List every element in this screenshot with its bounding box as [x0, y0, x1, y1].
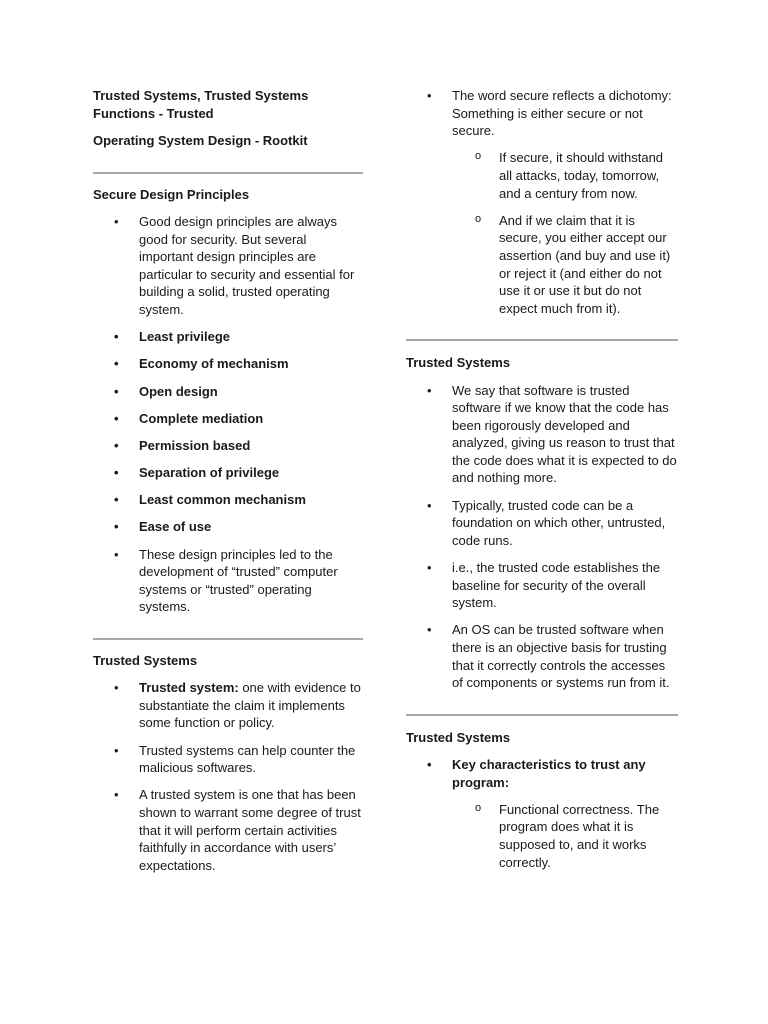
document-subtitle: Operating System Design - Rootkit — [93, 133, 308, 149]
list-item: • Trusted system: one with evidence to substantiate the claim it implements some function or policy. — [93, 679, 363, 732]
list-item: • These design principles led to the development of “trusted” computer systems or “trusted” operating systems. — [93, 546, 363, 616]
list-item: • Key characteristics to trust any program: o Functional correctness. The program does what it is supposed to, and it works correctly. — [406, 756, 678, 871]
document-title: Trusted Systems, Trusted Systems Functions - Trusted — [93, 88, 309, 121]
secure-design-list — [93, 213, 363, 616]
sub-list-item: o If secure, it should withstand all attacks, today, tomorrow, and a century from now. — [452, 149, 678, 202]
list-item: • Permission based — [93, 437, 363, 455]
list-item: • An OS can be trusted software when there is an objective basis for trusting that it correctly controls the accesses of components or systems run from it. — [406, 621, 678, 691]
list-item: • Typically, trusted code can be a foundation on which other, untrusted, code runs. — [406, 497, 678, 550]
section-heading-trusted-systems: Trusted Systems — [406, 355, 511, 371]
list-item: • The word secure reflects a dichotomy: Something is either secure or not secure. o If secure, it should withstand all attacks, today, tomorrow, and a century from now. o And if we claim that it is secure, you either accept our assertion (and buy and use it) or reject it (and either do not use it or use it but do not expect much from it). — [406, 87, 678, 317]
section-divider — [406, 714, 678, 716]
list-item: • Trusted systems can help counter the malicious softwares. — [93, 742, 363, 777]
list-item: • Least common mechanism — [93, 491, 363, 509]
list-item: • Least privilege — [93, 328, 363, 346]
list-item: • We say that software is trusted software if we know that the code has been rigorously developed and analyzed, giving us reason to trust that the code does what it is expected to do and nothing more. — [406, 382, 678, 488]
section-heading-secure-design: Secure Design Principles — [93, 186, 250, 202]
section-divider — [406, 339, 678, 341]
sub-list — [452, 149, 678, 317]
list-item: • Ease of use — [93, 518, 363, 536]
section-heading-trusted-systems: Trusted Systems — [93, 653, 198, 668]
list-item: • Complete mediation — [93, 410, 363, 428]
list-item: • Open design — [93, 383, 363, 401]
left-column — [93, 87, 363, 874]
list-item: • A trusted system is one that has been shown to warrant some degree of trust that it will perform certain activities faithfully in accordance with users’ expectations. — [93, 786, 363, 874]
secure-dichotomy-list — [406, 87, 678, 317]
list-item: • Separation of privilege — [93, 464, 363, 482]
sub-list — [452, 801, 678, 871]
right-column — [406, 87, 678, 871]
list-item: • i.e., the trusted code establishes the baseline for security of the overall system. — [406, 559, 678, 612]
trusted-systems-list — [93, 679, 363, 874]
key-characteristics-list — [406, 756, 678, 871]
sub-list-item: o And if we claim that it is secure, you either accept our assertion (and buy and use it) or reject it (and either do not use it or use it but do not expect much from it). — [452, 212, 678, 318]
trusted-software-list — [406, 382, 678, 692]
list-item: • Good design principles are always good for security. But several important design principles are particular to security and essential for building a solid, trusted operating system. — [93, 213, 363, 319]
section-divider — [93, 172, 363, 174]
section-heading-trusted-systems: Trusted Systems — [406, 729, 511, 745]
sub-list-item: o Functional correctness. The program does what it is supposed to, and it works correctly. — [452, 801, 678, 871]
list-item: • Economy of mechanism — [93, 355, 363, 373]
section-divider — [93, 638, 363, 640]
